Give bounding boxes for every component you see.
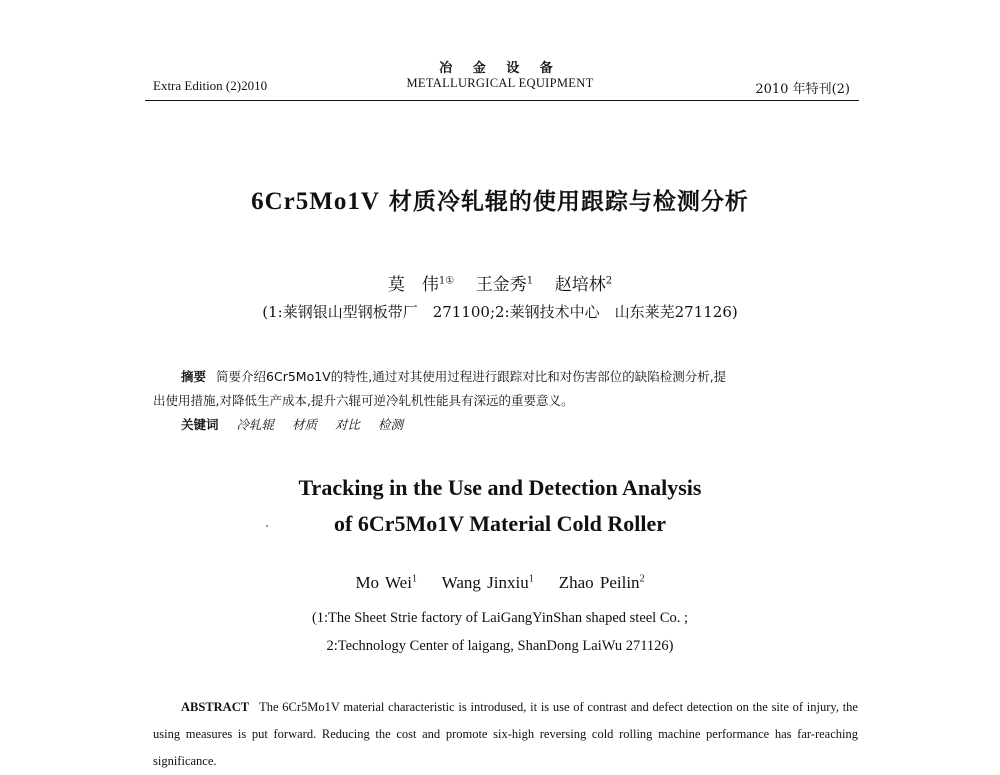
keyword: 对比 <box>335 417 361 432</box>
scan-speck <box>266 525 268 527</box>
authors-en <box>0 573 1000 593</box>
abstract-cn <box>153 365 858 413</box>
keyword: 材质 <box>292 417 318 432</box>
header-rule <box>145 100 859 101</box>
affiliation-en-line: (1:The Sheet Strie factory of LaiGangYinShan shaped steel Co. ; <box>311 610 689 626</box>
affiliation-cn: (1:莱钢银山型钢板带厂 271100;2:莱钢技术中心 山东莱芜271126) <box>262 303 738 321</box>
authors-cn <box>0 270 1000 295</box>
paper-title-cn <box>0 183 1000 216</box>
keyword: 冷轧辊 <box>236 417 275 432</box>
header-journal <box>0 62 1000 90</box>
author-cn-name: 莫 伟 <box>387 275 439 295</box>
affiliation-en-line: 2:Technology Center of laigang, ShanDong LaiWu 271126) <box>326 638 674 654</box>
abstract-cn-label: 摘要 <box>181 369 207 384</box>
title-cn-alloy: 6Cr5Mo1V <box>251 188 380 215</box>
abstract-en-text: The 6Cr5Mo1V material characteristic is introdused, it is use of contrast and defect detection on the site of injury, the using measures is put forward. Reducing the cost and promote six-high reversing cold rolling machine performance has far-reaching significance. <box>153 700 858 768</box>
paper-title-en <box>0 470 1000 542</box>
journal-name-en: METALLURGICAL EQUIPMENT <box>406 76 594 90</box>
abstract-en <box>153 694 858 775</box>
author-en-name: Zhao Peilin <box>558 573 640 592</box>
abstract-en-label: ABSTRACT <box>181 700 250 714</box>
keywords-cn <box>181 415 417 433</box>
keywords-cn-label: 关键词 <box>181 417 219 432</box>
author-cn-sup: 1 <box>526 275 534 287</box>
abstract-cn-line: 简要介绍6Cr5Mo1V的特性,通过对其使用过程进行跟踪对比和对伤害部位的缺陷检测分析,提 <box>216 369 727 384</box>
abstract-cn-line: 出使用措施,对降低生产成本,提升六辊可逆冷轧机性能具有深远的重要意义。 <box>153 393 574 408</box>
header-issue-cn: 2010 年特刊(2) <box>755 82 850 97</box>
author-en-sup: 1 <box>411 573 417 585</box>
journal-name-cn: 冶 金 设 备 <box>439 61 561 76</box>
title-cn-text: 材质冷轧辊的使用跟踪与检测分析 <box>379 189 749 215</box>
header-edition: Extra Edition (2)2010 <box>153 78 268 93</box>
author-cn-sup: 1① <box>438 275 455 287</box>
title-en-line: Tracking in the Use and Detection Analysis <box>298 475 702 500</box>
author-cn-name: 王金秀 <box>475 275 527 295</box>
author-cn-sup: 2 <box>605 275 613 287</box>
author-en-sup: 1 <box>528 573 534 585</box>
author-en-name: Wang Jinxiu <box>441 573 529 592</box>
author-en-sup: 2 <box>639 573 645 585</box>
keyword: 检测 <box>378 417 404 432</box>
author-en-name: Mo Wei <box>355 573 412 592</box>
title-en-line: of 6Cr5Mo1V Material Cold Roller <box>334 511 666 536</box>
affiliation-en <box>0 604 1000 660</box>
author-cn-name: 赵培林 <box>554 275 606 295</box>
